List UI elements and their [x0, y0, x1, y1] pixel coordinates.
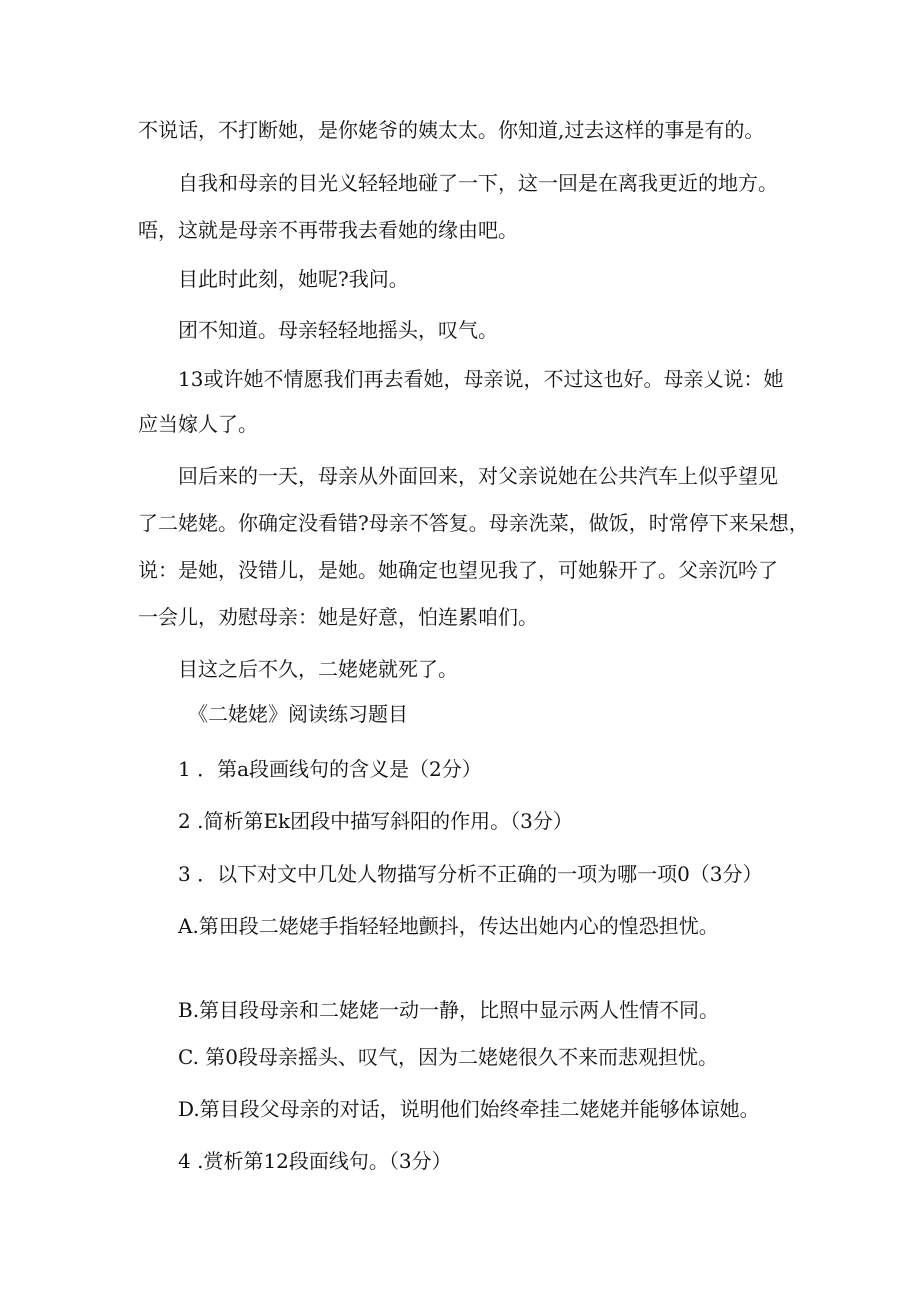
option-b: B.第目段母亲和二姥姥一动一静，比照中显示两人性情不同。: [178, 998, 720, 1022]
question-3: 3 ．以下对文中几处人物描写分析不正确的一项为哪一项0（3分）: [178, 862, 763, 886]
text-line: 目这之后不久，二姥姥就死了。: [178, 657, 458, 681]
text-line: 唔，这就是母亲不再带我去看她的缘由吧。: [138, 218, 518, 242]
option-a: A.第田段二姥姥手指轻轻地颤抖，传达出她内心的惶恐担忧。: [178, 914, 719, 938]
text-line: 应当嫁人了。: [138, 412, 258, 436]
text-line: 回后来的一天，母亲从外面回来，对父亲说她在公共汽车上似乎望见: [178, 464, 778, 488]
question-1: 1 ．第a段画线句的含义是（2分）: [178, 757, 482, 781]
text-line: 13或许她不情愿我们再去看她，母亲说，不过这也好。母亲乂说：她: [178, 367, 784, 391]
text-line: 一会儿，劝慰母亲：她是好意，怕连累咱们。: [138, 605, 538, 629]
option-c: C. 第0段母亲摇头、叹气，因为二姥姥很久不来而悲观担忧。: [178, 1045, 719, 1069]
question-4: 4 .赏析第12段面线句。（3分）: [178, 1149, 452, 1173]
section-title: 《二姥姥》阅读练习题目: [188, 702, 408, 726]
option-d: D.第目段父母亲的对话，说明他们始终牵挂二姥姥并能够体谅她。: [178, 1097, 760, 1121]
text-line: 了二姥姥。你确定没看错?母亲不答复。母亲洗菜，做饭，时常停下来呆想，: [138, 511, 809, 535]
text-line: 自我和母亲的目光义轻轻地碰了一下，这一回是在离我更近的地方。: [178, 171, 778, 195]
question-2: 2 .简析第Ek团段中描写斜阳的作用。（3分）: [178, 809, 573, 833]
text-line: 说：是她，没错儿，是她。她确定也望见我了，可她躲开了。父亲沉吟了: [138, 558, 778, 582]
text-line: 目此时此刻，她呢?我问。: [178, 267, 409, 291]
text-line: 团不知道。母亲轻轻地摇头，叹气。: [178, 318, 498, 342]
text-line: 不说话，不打断她，是你姥爷的姨太太。你知道,过去这样的事是有的。: [138, 118, 765, 142]
